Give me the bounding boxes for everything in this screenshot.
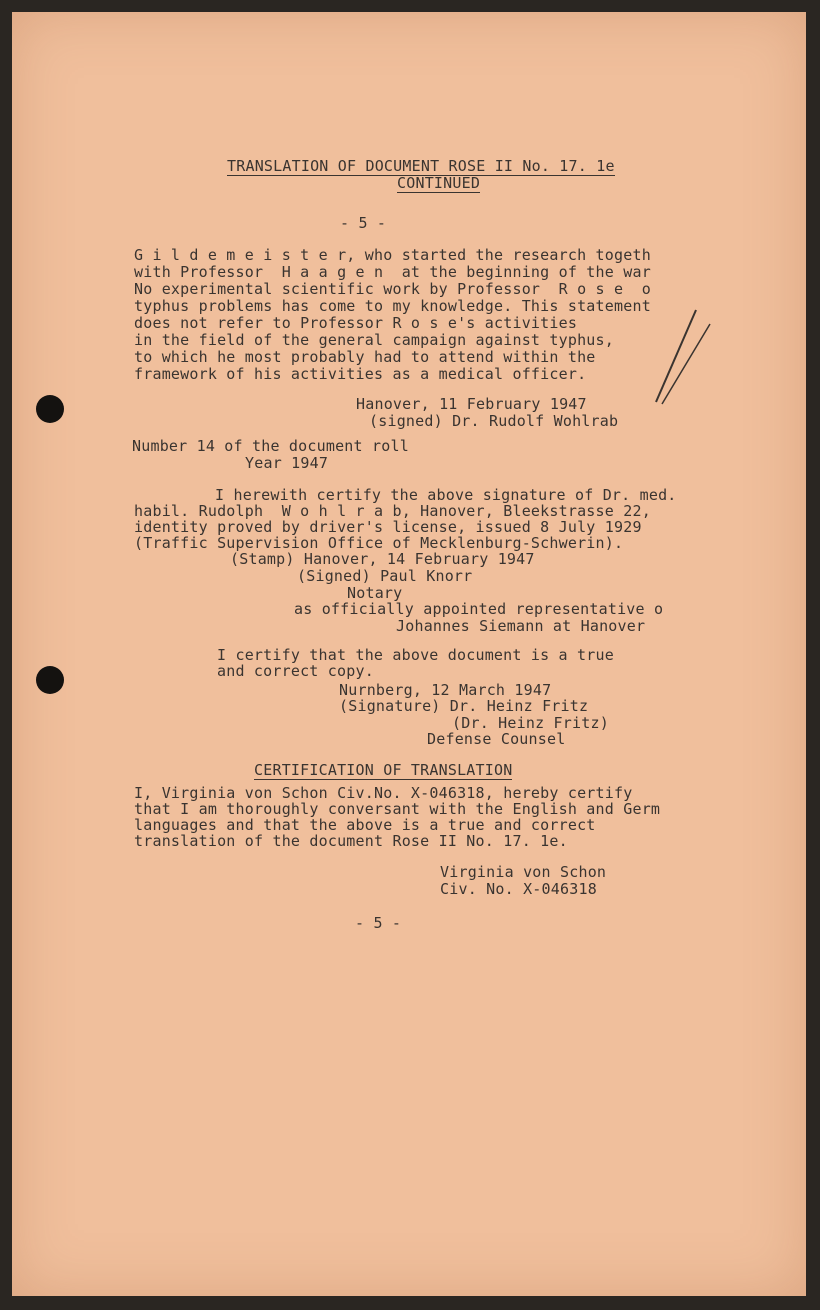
body-line: with Professor H a a g e n at the beginning of the war (134, 263, 651, 281)
certify-copy-line: and correct copy. (217, 662, 374, 680)
body-line: typhus problems has come to my knowledge. This statement (134, 297, 651, 315)
document-roll-year: Year 1947 (245, 454, 329, 472)
document-roll-number: Number 14 of the document roll (132, 437, 409, 455)
body-line: does not refer to Professor R o s e's activities (134, 314, 578, 332)
signature-block-line: Defense Counsel (427, 730, 566, 748)
certification-line: languages and that the above is a true and correct (134, 816, 596, 834)
translator-name: Virginia von Schon (440, 863, 607, 881)
document-page (12, 12, 806, 1296)
notary-stamp-line: Johannes Siemann at Hanover (396, 617, 646, 635)
signature-block-line: (Signature) Dr. Heinz Fritz (339, 697, 589, 715)
signature-place-date: Hanover, 11 February 1947 (356, 395, 587, 413)
translator-civ-number: Civ. No. X-046318 (440, 880, 597, 898)
certification-line: translation of the document Rose II No. 17. 1e. (134, 832, 568, 850)
notary-stamp-line: Notary (347, 584, 403, 602)
signature-name: (signed) Dr. Rudolf Wohlrab (369, 412, 619, 430)
signature-block-line: (Dr. Heinz Fritz) (452, 714, 609, 732)
certification-heading: CERTIFICATION OF TRANSLATION (254, 761, 513, 779)
certify-copy-line: I certify that the above document is a true (217, 646, 614, 664)
body-line: No experimental scientific work by Professor R o s e o (134, 280, 651, 298)
pen-mark (648, 302, 728, 412)
punch-hole (36, 395, 64, 423)
certification-line: that I am thoroughly conversant with the English and Germ (134, 800, 661, 818)
notary-stamp-line: (Stamp) Hanover, 14 February 1947 (230, 550, 535, 568)
notary-line: (Traffic Supervision Office of Mecklenburg-Schwerin). (134, 534, 624, 552)
document-title: TRANSLATION OF DOCUMENT ROSE II No. 17. 1e (227, 157, 615, 175)
certification-line: I, Virginia von Schon Civ.No. X-046318, hereby certify (134, 784, 633, 802)
body-line: framework of his activities as a medical officer. (134, 365, 587, 383)
page-number-bottom: - 5 - (355, 914, 402, 932)
body-line: G i l d e m e i s t e r, who started the research togeth (134, 246, 651, 264)
notary-stamp-line: as officially appointed representative o (294, 600, 664, 618)
body-line: in the field of the general campaign against typhus, (134, 331, 614, 349)
page-number-top: - 5 - (340, 214, 387, 232)
signature-block-line: Nurnberg, 12 March 1947 (339, 681, 552, 699)
notary-line: I herewith certify the above signature of Dr. med. (215, 486, 677, 504)
notary-line: identity proved by driver's license, issued 8 July 1929 (134, 518, 642, 536)
document-subtitle: CONTINUED (397, 174, 481, 192)
body-line: to which he most probably had to attend within the (134, 348, 596, 366)
punch-hole (36, 666, 64, 694)
notary-line: habil. Rudolph W o h l r a b, Hanover, Bleekstrasse 22, (134, 502, 651, 520)
notary-stamp-line: (Signed) Paul Knorr (297, 567, 473, 585)
